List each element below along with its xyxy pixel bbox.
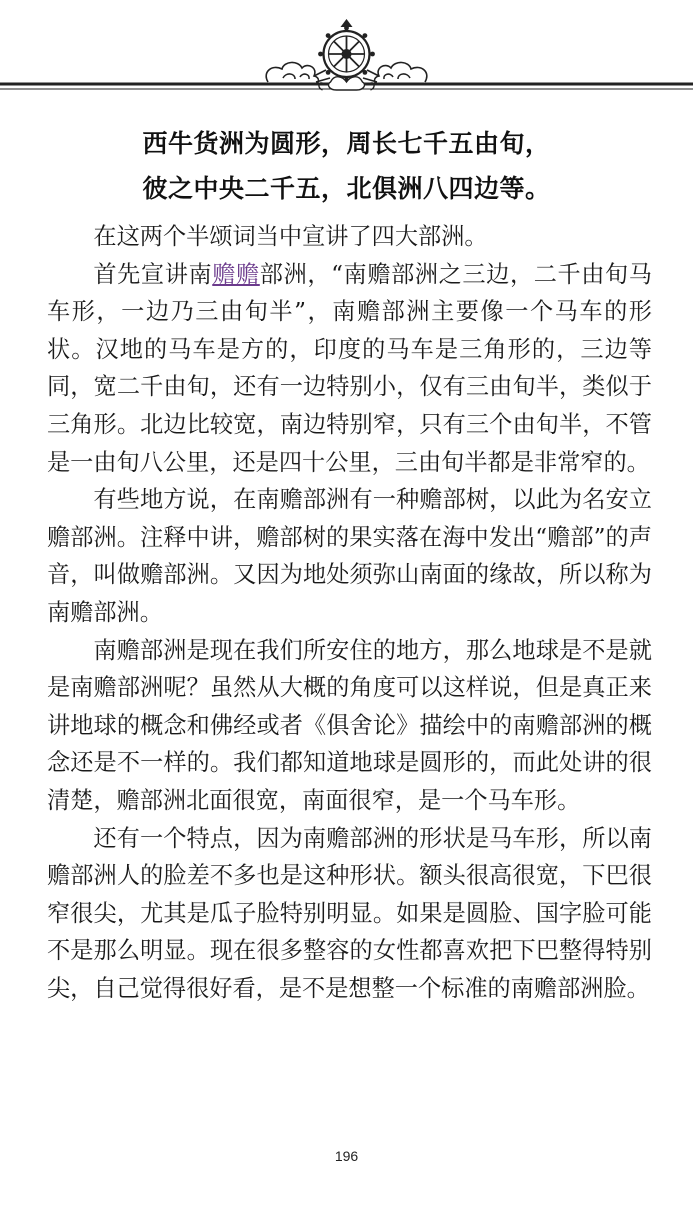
paragraph-2-rest: 部洲，“南赡部洲之三边，二千由旬马车形，一边乃三由旬半”，南赡部洲主要像一个马车的形状。汉地的马车是方的，印度的马车是三角形的，三边等同，宽二千由旬，还有一边特别小，仅有三由旬半，类似于三角形。北边比较宽，南边特别窄，只有三个由旬半，不管是一由旬八公里，还是四十公里，三由旬半都是非常窄的。 [47, 260, 652, 476]
header-rule [0, 0, 693, 110]
paragraph-2 [47, 256, 652, 482]
page-header-ornament [0, 0, 693, 110]
cloud-scroll-left-icon [266, 62, 330, 84]
paragraph-5: 还有一个特点，因为南赡部洲的形状是马车形，所以南赡部洲人的脸差不多也是这种形状。额头很高很宽，下巴很窄很尖，尤其是瓜子脸特别明显。如果是圆脸、国字脸可能不是那么明显。现在很多整容的女性都喜欢把下巴整得特别尖，自己觉得很好看，是不是想整一个标准的南赡部洲脸。 [47, 824, 652, 1002]
paragraph-2-start: 首先宣讲南 [93, 260, 213, 288]
commentary-body [47, 218, 652, 1007]
verse-line-1: 西牛货洲为圆形，周长七千五由旬， [142, 129, 551, 158]
verse-line-2: 彼之中央二千五，北俱洲八四边等。 [142, 174, 551, 203]
paragraph-4: 南赡部洲是现在我们所安住的地方，那么地球是不是就是南赡部洲呢？虽然从大概的角度可以这样说，但是真正来讲地球的概念和佛经或者《俱舍论》描绘中的南赡部洲的概念还是不一样的。我们都知道地球是圆形的，而此处讲的很清楚，赡部洲北面很宽，南面很窄，是一个马车形。 [47, 636, 652, 814]
page-number: 196 [334, 1148, 359, 1164]
paragraph-1: 在这两个半颂词当中宣讲了四大部洲。 [93, 223, 488, 250]
highlighted-term: 赡赡 [212, 260, 260, 288]
paragraph-3: 有些地方说，在南赡部洲有一种赡部树，以此为名安立赡部洲。注释中讲，赡部树的果实落在海中发出“赡部”的声音，叫做赡部洲。又因为地处须弥山南面的缘故，所以称为南赡部洲。 [47, 486, 652, 626]
cloud-scroll-right-icon [363, 62, 427, 84]
